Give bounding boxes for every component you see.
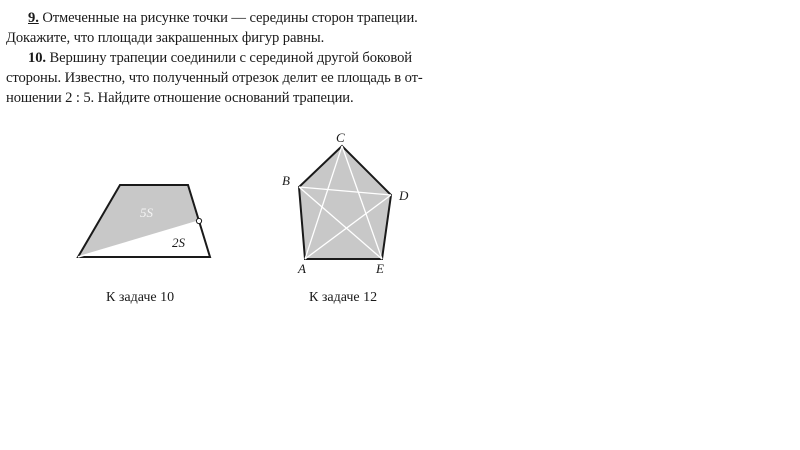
vertex-label-c: C	[336, 130, 345, 145]
vertex-label-a: A	[298, 261, 306, 276]
problem-10-line-3: ношении 2 : 5. Найдите отношение оснований трапеции.	[6, 90, 354, 106]
caption-figure-12: К задаче 12	[309, 290, 378, 305]
problem-10-text-1: Вершину трапеции соединили с серединой другой боковой	[49, 50, 412, 66]
vertex-label-b: B	[282, 173, 290, 188]
problem-9-text-1: Отмеченные на рисунке точки — середины сторон трапеции.	[42, 10, 418, 26]
problem-9-number: 9.	[28, 10, 39, 26]
trapezoid-figure	[78, 185, 210, 257]
area-label-small: 2S	[172, 235, 185, 250]
problem-10-line-2: стороны. Известно, что полученный отрезок делит ее площадь в от-	[6, 70, 423, 86]
vertex-label-d: D	[399, 188, 409, 203]
problem-10-number: 10.	[28, 50, 46, 66]
caption-figure-10: К задаче 10	[106, 290, 175, 305]
pentagon-shaded-region	[299, 146, 391, 259]
pentagon-figure	[282, 130, 409, 276]
trapezoid-midpoint	[196, 218, 201, 223]
area-label-large: 5S	[140, 205, 153, 220]
problem-9-line-2: Докажите, что площади закрашенных фигур равны.	[6, 30, 325, 46]
vertex-label-e: E	[376, 261, 384, 276]
